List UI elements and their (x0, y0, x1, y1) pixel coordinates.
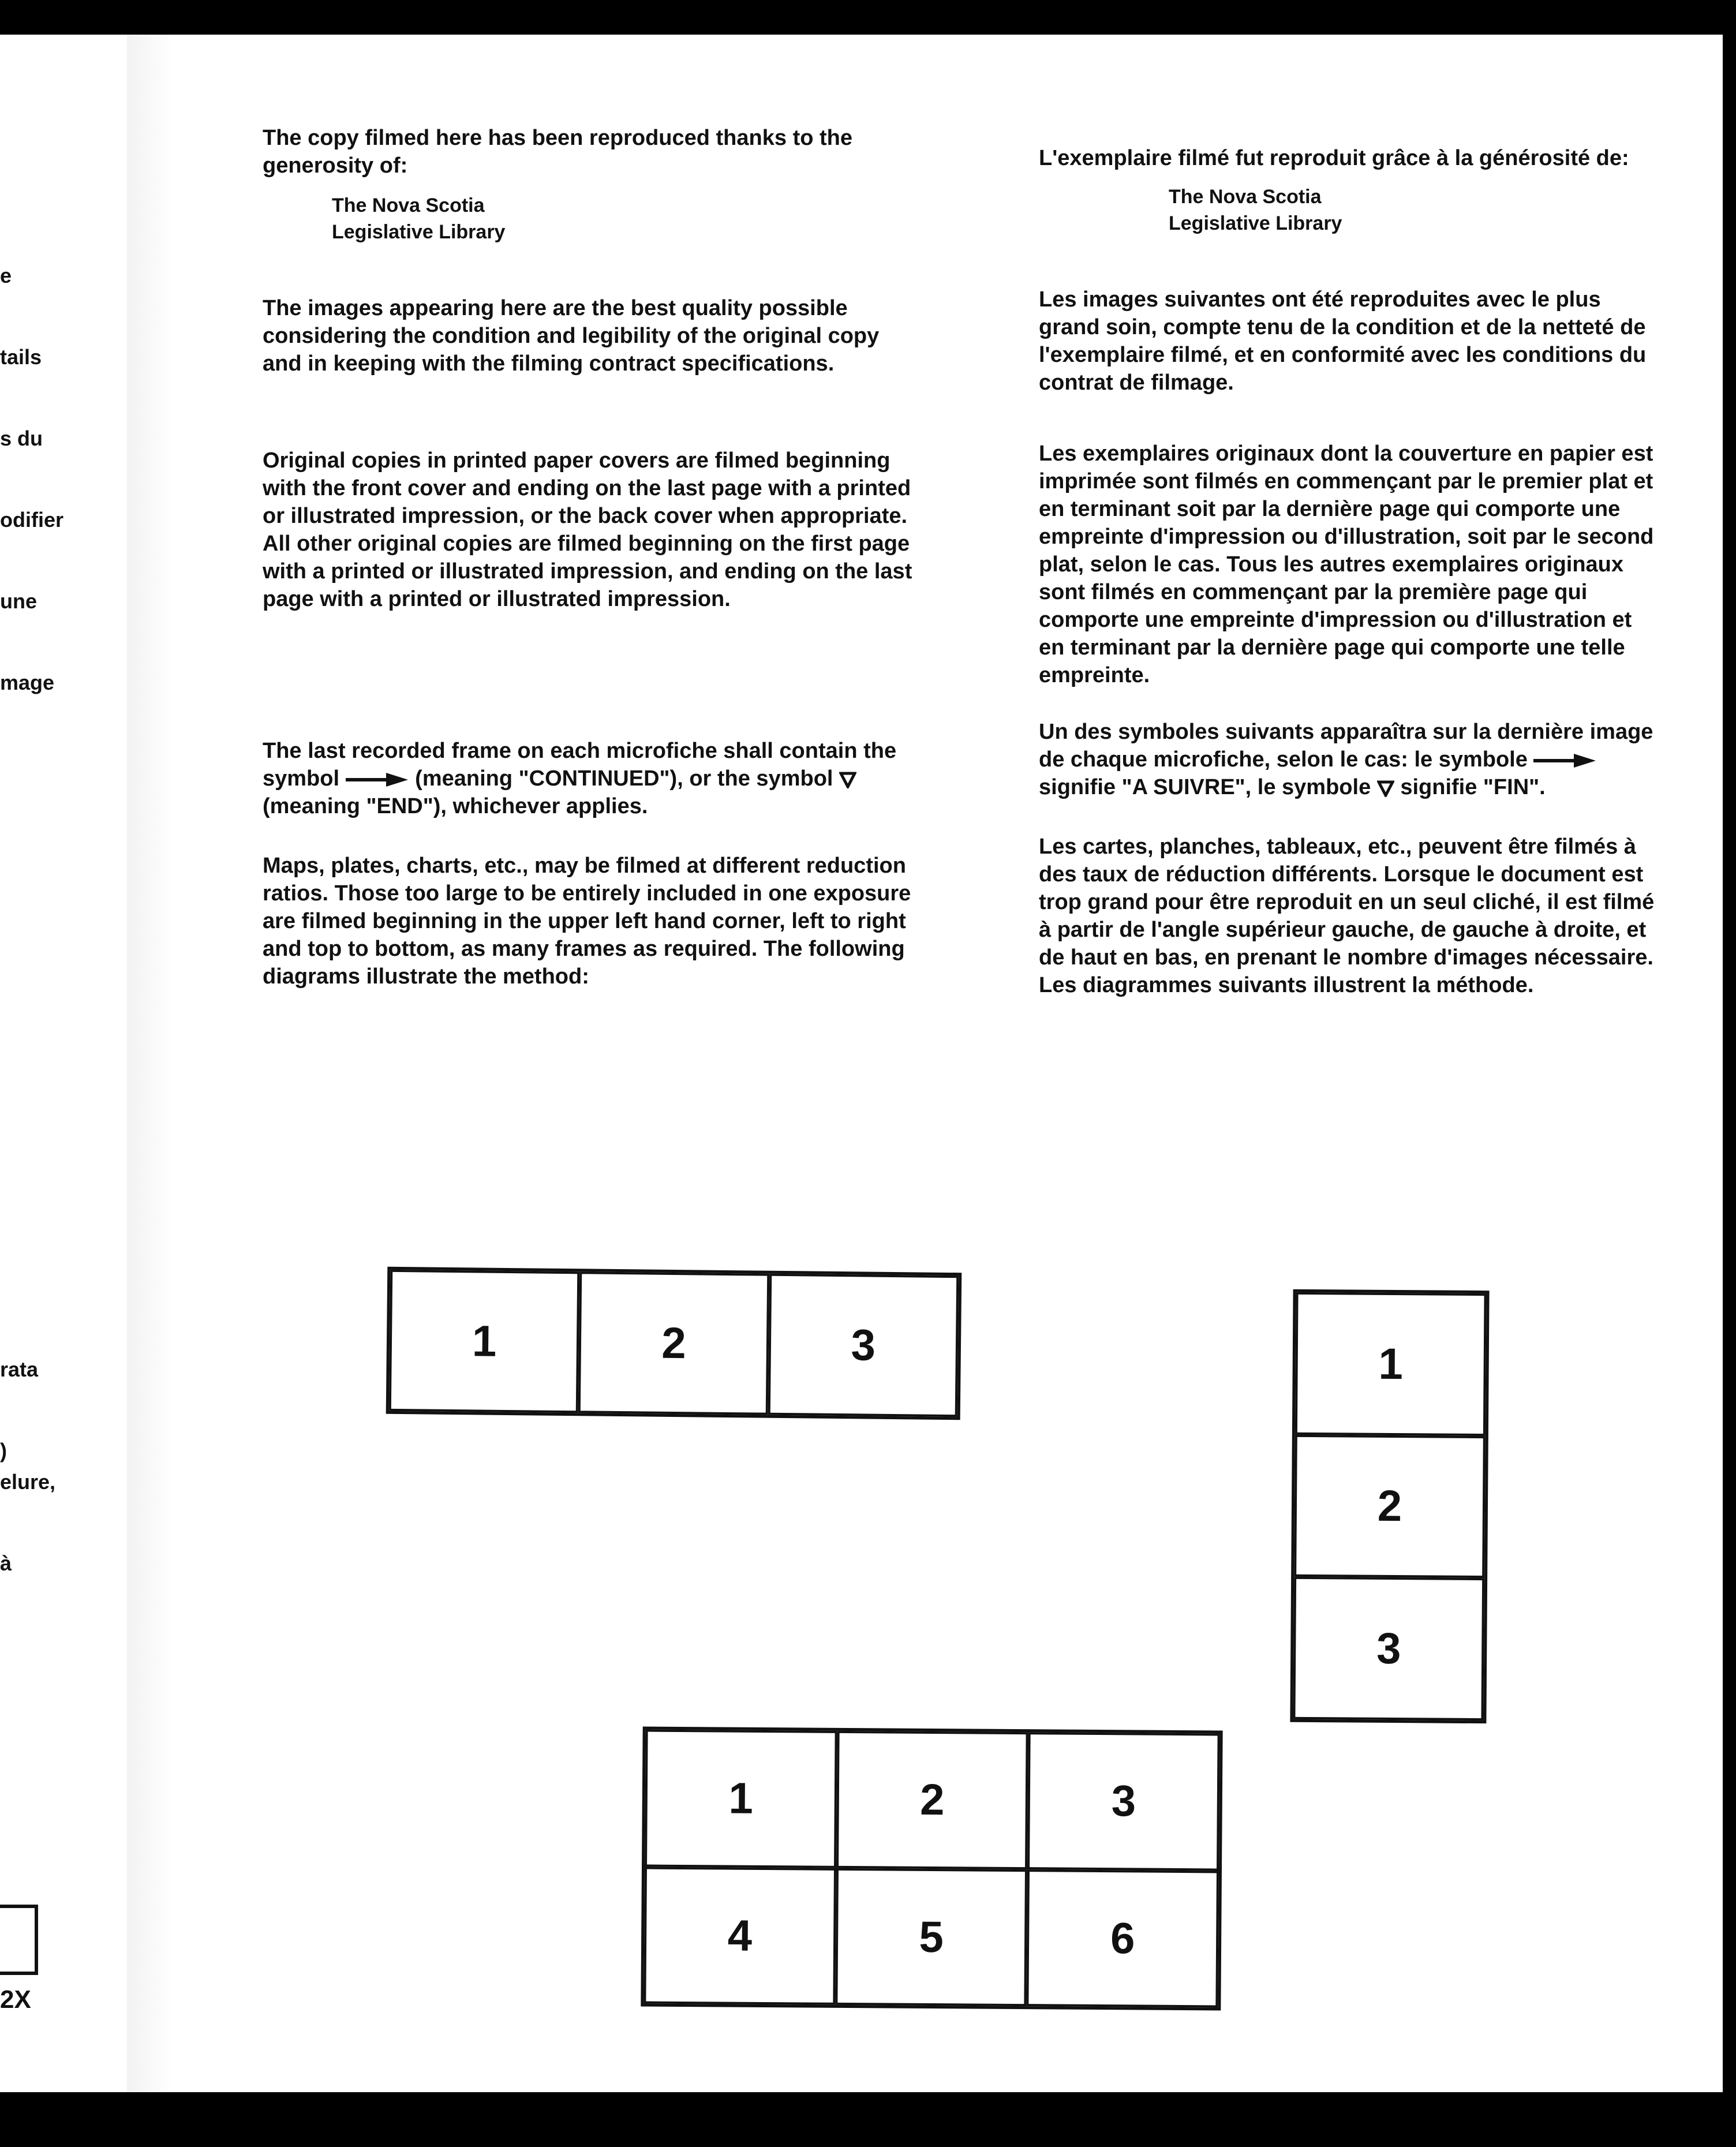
french-quality: Les images suivantes ont été reproduites avec le plus grand soin, compte tenu de la condition et de la netteté de l'exemplaire filmé, et en conformité avec les conditions du contrat de filmage. (1039, 287, 1647, 395)
french-library-line2: Legislative Library (1169, 212, 1342, 234)
reduction-target-box (0, 1905, 38, 1975)
left-fragment-line: elure, (0, 1470, 56, 1494)
left-fragment-line: mage (0, 671, 55, 694)
french-symbol-text-2: signifie "A SUIVRE", le symbole (1039, 775, 1371, 799)
diagram-grid-cell: 2 (836, 1731, 1028, 1869)
diagram-row-cell: 2 (578, 1271, 769, 1415)
page-edge-shadow (127, 35, 173, 2092)
english-quality: The images appearing here are the best quality possible considering the condition and legibility of the original copy and in keeping with the filming contract specifications. (263, 296, 880, 376)
right-black-border (1723, 0, 1736, 2147)
english-symbol-text-3: (meaning "END"), whichever applies. (263, 794, 648, 818)
french-thanks: L'exemplaire filmé fut reproduit grâce à la générosité de: (1039, 146, 1629, 170)
left-fragment-line: s du (0, 427, 43, 450)
diagram-row-cell: 1 (389, 1270, 580, 1413)
french-library (1169, 184, 1656, 237)
french-symbol-text-3: signifie "FIN". (1400, 775, 1546, 799)
diagram-column (1290, 1289, 1489, 1723)
french-maps: Les cartes, planches, tableaux, etc., peuvent être filmés à des taux de réduction différents. Lorsque le document est trop grand pour être reproduit en un seul cliché, il est filmé à partir de l'angle supérieur gauche, de gauche à droite, et de haut en bas, en prenant le nombre d'images nécessaire. Les diagrammes suivants illustrent la méthode. (1039, 835, 1655, 997)
diagram-grid (641, 1726, 1222, 2010)
diagram-row (386, 1267, 962, 1420)
left-fragment-line: rata (0, 1357, 39, 1381)
diagram-grid-cell: 6 (1027, 1869, 1219, 2008)
reduction-label: 2X (0, 1985, 31, 2014)
left-fragment-3 (0, 1414, 55, 1604)
diagram-grid-cell: 4 (643, 1867, 836, 2005)
english-column (263, 124, 915, 990)
diagram-column-cell: 3 (1293, 1577, 1484, 1720)
english-library-line1: The Nova Scotia (332, 194, 485, 216)
french-library-line1: The Nova Scotia (1169, 186, 1322, 208)
left-fragment-line: une (0, 589, 38, 613)
english-thanks: The copy filmed here has been reproduced thanks to the generosity of: (263, 126, 852, 178)
english-symbol-text-1: The last recorded frame on each microfiche shall contain the symbol (263, 739, 897, 791)
left-fragment-line: odifier (0, 508, 64, 532)
english-symbol-text-2: (meaning "CONTINUED"), or the symbol (415, 766, 833, 791)
french-symbol-text-1: Un des symboles suivants apparaîtra sur la dernière image de chaque microfiche, selon le cas: le symbole (1039, 720, 1653, 772)
diagram-row-cell: 3 (768, 1274, 959, 1417)
left-fragment-line: tails (0, 345, 42, 369)
left-fragment-line: ) (0, 1439, 7, 1462)
left-fragment-line: à (0, 1551, 12, 1575)
top-black-border (0, 0, 1736, 35)
triangle-down-icon (839, 771, 856, 788)
arrow-right-icon (346, 772, 409, 788)
french-symbol-paragraph (1039, 718, 1656, 801)
french-originals: Les exemplaires originaux dont la couverture en papier est imprimée sont filmés en commençant par le premier plat et en terminant soit par la dernière page qui comporte une empreinte d'impression ou d'illustration, soit par le second plat, selon le cas. Tous les autres exemplaires originaux sont filmés en commençant par la première page qui comporte une empreinte d'impression ou d'illustration et en terminant par la dernière page qui comporte une telle empreinte. (1039, 442, 1654, 687)
diagram-grid-cell: 1 (645, 1730, 837, 1868)
diagram-column-cell: 1 (1295, 1292, 1487, 1436)
arrow-right-icon (1533, 753, 1597, 769)
left-fragment-1 (0, 208, 63, 723)
diagram-grid-cell: 5 (835, 1868, 1027, 2006)
english-originals: Original copies in printed paper covers are filmed beginning with the front cover and ending on the last page with a printed or illustrated impression, or the back cover when appropriate. All other original copies are filmed beginning on the first page with a printed or illustrated impression, and ending on the last page with a printed or illustrated impression. (263, 448, 912, 611)
bottom-black-border (0, 2092, 1736, 2147)
left-fragment-line: e (0, 264, 12, 287)
diagram-column-cell: 2 (1294, 1435, 1486, 1579)
triangle-down-icon (1377, 780, 1394, 797)
english-maps: Maps, plates, charts, etc., may be filmed at different reduction ratios. Those too large to be entirely included in one exposure are filmed beginning in the upper left hand corner, left to right and top to bottom, as many frames as required. The following diagrams illustrate the method: (263, 854, 911, 989)
english-library-line2: Legislative Library (332, 221, 506, 243)
french-column (1039, 144, 1656, 999)
diagram-grid-cell: 3 (1027, 1732, 1219, 1871)
english-library (332, 192, 915, 245)
english-symbol-paragraph (263, 737, 915, 820)
